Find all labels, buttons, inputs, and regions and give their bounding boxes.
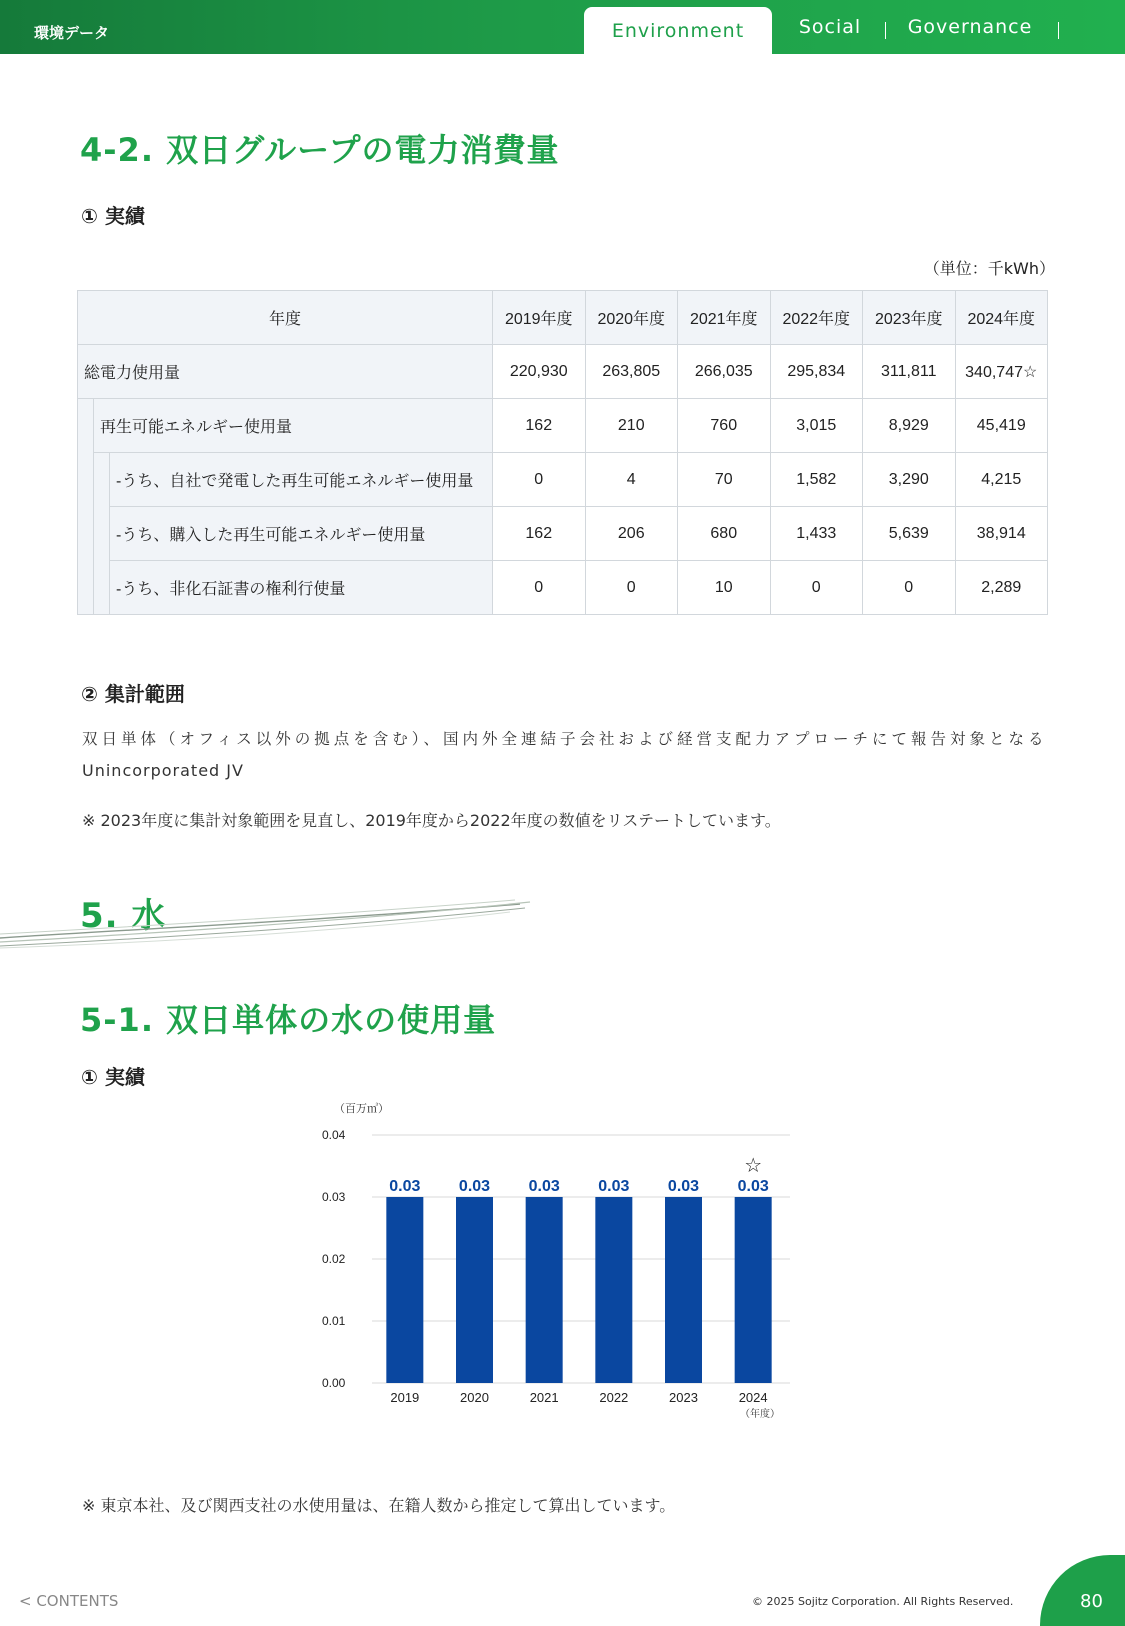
table-cell: 45,419 bbox=[955, 399, 1048, 453]
tab-divider bbox=[1058, 22, 1059, 39]
table-cell: 263,805 bbox=[585, 345, 678, 399]
table-cell: 162 bbox=[493, 507, 586, 561]
table-row bbox=[78, 453, 1048, 507]
row-label: -うち、非化石証書の権利行使量 bbox=[110, 561, 493, 615]
water-usage-chart bbox=[320, 1100, 840, 1465]
row-label: -うち、購入した再生可能エネルギー使用量 bbox=[110, 507, 493, 561]
y-tick-labels bbox=[322, 1128, 346, 1390]
contents-link[interactable]: < CONTENTS bbox=[19, 1592, 119, 1610]
scope-subheading: ② 集計範囲 bbox=[81, 682, 185, 706]
indent-cell bbox=[78, 399, 94, 615]
table-cell: 3,290 bbox=[863, 453, 956, 507]
bar bbox=[456, 1197, 493, 1383]
x-tick-label: 2024 bbox=[738, 1390, 768, 1405]
table-cell: 0 bbox=[585, 561, 678, 615]
data-label: 0.03 bbox=[458, 1178, 491, 1195]
tab-governance[interactable]: Governance bbox=[907, 16, 1033, 38]
table-cell: 10 bbox=[678, 561, 771, 615]
x-tick-label: 2022 bbox=[599, 1390, 629, 1405]
scope-text-line1: 双日単体（オフィス以外の拠点を含む）、国内外全連結子会社および経営支配力アプローチにて報告対象となる bbox=[82, 730, 1048, 748]
tab-environment[interactable]: Environment bbox=[584, 7, 772, 54]
water-note: ※ 東京本社、及び関西支社の水使用量は、在籍人数から推定して算出しています。 bbox=[82, 1496, 676, 1515]
header-title: 環境データ bbox=[34, 24, 110, 42]
table-cell: 4 bbox=[585, 453, 678, 507]
bar bbox=[526, 1197, 563, 1383]
data-label: 0.03 bbox=[667, 1178, 700, 1195]
bar bbox=[735, 1197, 772, 1383]
table-header-cell: 2023年度 bbox=[863, 291, 956, 345]
row-label: -うち、自社で発電した再生可能エネルギー使用量 bbox=[110, 453, 493, 507]
table-cell: 38,914 bbox=[955, 507, 1048, 561]
top-header bbox=[0, 0, 1125, 54]
table-header-cell: 2021年度 bbox=[678, 291, 771, 345]
table-cell: 220,930 bbox=[493, 345, 586, 399]
table-cell: 210 bbox=[585, 399, 678, 453]
table-cell: 5,639 bbox=[863, 507, 956, 561]
row-label: 総電力使用量 bbox=[78, 345, 493, 399]
data-label: 0.03 bbox=[737, 1178, 769, 1195]
electricity-table bbox=[77, 290, 1048, 615]
table-cell: 0 bbox=[493, 561, 586, 615]
table-cell: 206 bbox=[585, 507, 678, 561]
table-cell: 70 bbox=[678, 453, 771, 507]
table-cell: 1,433 bbox=[770, 507, 863, 561]
table-header-cell: 2020年度 bbox=[585, 291, 678, 345]
bar bbox=[665, 1197, 702, 1383]
table-cell: 162 bbox=[493, 399, 586, 453]
y-tick-label: 0.04 bbox=[322, 1128, 346, 1142]
results-subheading: ① 実績 bbox=[81, 204, 145, 228]
table-cell: 760 bbox=[678, 399, 771, 453]
section-5-title: 5. 水 bbox=[80, 896, 167, 936]
table-header-cell: 年度 bbox=[78, 291, 493, 345]
table-cell: 0 bbox=[493, 453, 586, 507]
bar bbox=[595, 1197, 632, 1383]
restatement-note: ※ 2023年度に集計対象範囲を見直し、2019年度から2022年度の数値をリステートしています。 bbox=[82, 811, 781, 830]
table-header-cell: 2024年度 bbox=[955, 291, 1048, 345]
table-cell: 4,215 bbox=[955, 453, 1048, 507]
table-row bbox=[78, 345, 1048, 399]
table-cell: 680 bbox=[678, 507, 771, 561]
y-tick-label: 0.03 bbox=[322, 1190, 346, 1204]
page-number: 80 bbox=[1080, 1591, 1103, 1612]
decorative-wave bbox=[0, 890, 540, 950]
table-cell: 311,811 bbox=[863, 345, 956, 399]
table-cell: 8,929 bbox=[863, 399, 956, 453]
star-annotation: ☆ bbox=[744, 1153, 763, 1177]
table-header-cell: 2019年度 bbox=[493, 291, 586, 345]
tab-social[interactable]: Social bbox=[798, 16, 862, 38]
x-tick-labels bbox=[390, 1390, 767, 1405]
table-cell: 2,289 bbox=[955, 561, 1048, 615]
table-row bbox=[78, 561, 1048, 615]
x-axis-label: （年度） bbox=[740, 1409, 780, 1420]
table-cell: 295,834 bbox=[770, 345, 863, 399]
copyright: © 2025 Sojitz Corporation. All Rights Reserved. bbox=[752, 1595, 1014, 1608]
y-tick-label: 0.00 bbox=[322, 1376, 346, 1390]
table-header-row bbox=[78, 291, 1048, 345]
y-tick-label: 0.01 bbox=[322, 1314, 346, 1328]
tab-divider bbox=[885, 22, 886, 39]
chart-grid bbox=[372, 1135, 790, 1383]
scope-text-line2: Unincorporated JV bbox=[82, 761, 244, 780]
table-cell: 266,035 bbox=[678, 345, 771, 399]
table-cell: 1,582 bbox=[770, 453, 863, 507]
results-subheading: ① 実績 bbox=[81, 1065, 145, 1089]
chart-bars bbox=[386, 1153, 771, 1383]
table-row bbox=[78, 507, 1048, 561]
table-cell: 0 bbox=[863, 561, 956, 615]
indent-cell bbox=[94, 453, 110, 615]
y-axis-label: （百万㎥） bbox=[334, 1103, 389, 1115]
data-label: 0.03 bbox=[528, 1178, 560, 1195]
bar bbox=[386, 1197, 423, 1383]
x-tick-label: 2019 bbox=[390, 1390, 420, 1405]
table-cell: 340,747☆ bbox=[955, 345, 1048, 399]
data-label: 0.03 bbox=[389, 1178, 421, 1195]
x-tick-label: 2021 bbox=[529, 1390, 559, 1405]
x-tick-label: 2023 bbox=[669, 1390, 698, 1405]
section-4-2-title: 4-2. 双日グループの電力消費量 bbox=[80, 131, 560, 169]
table-row bbox=[78, 399, 1048, 453]
data-label: 0.03 bbox=[598, 1178, 630, 1195]
row-label: 再生可能エネルギー使用量 bbox=[94, 399, 493, 453]
x-tick-label: 2020 bbox=[460, 1390, 489, 1405]
section-5-1-title: 5-1. 双日単体の水の使用量 bbox=[80, 1001, 497, 1039]
y-tick-label: 0.02 bbox=[322, 1252, 346, 1266]
table-cell: 3,015 bbox=[770, 399, 863, 453]
table-cell: 0 bbox=[770, 561, 863, 615]
unit-label: （単位：千kWh） bbox=[923, 259, 1055, 278]
table-header-cell: 2022年度 bbox=[770, 291, 863, 345]
